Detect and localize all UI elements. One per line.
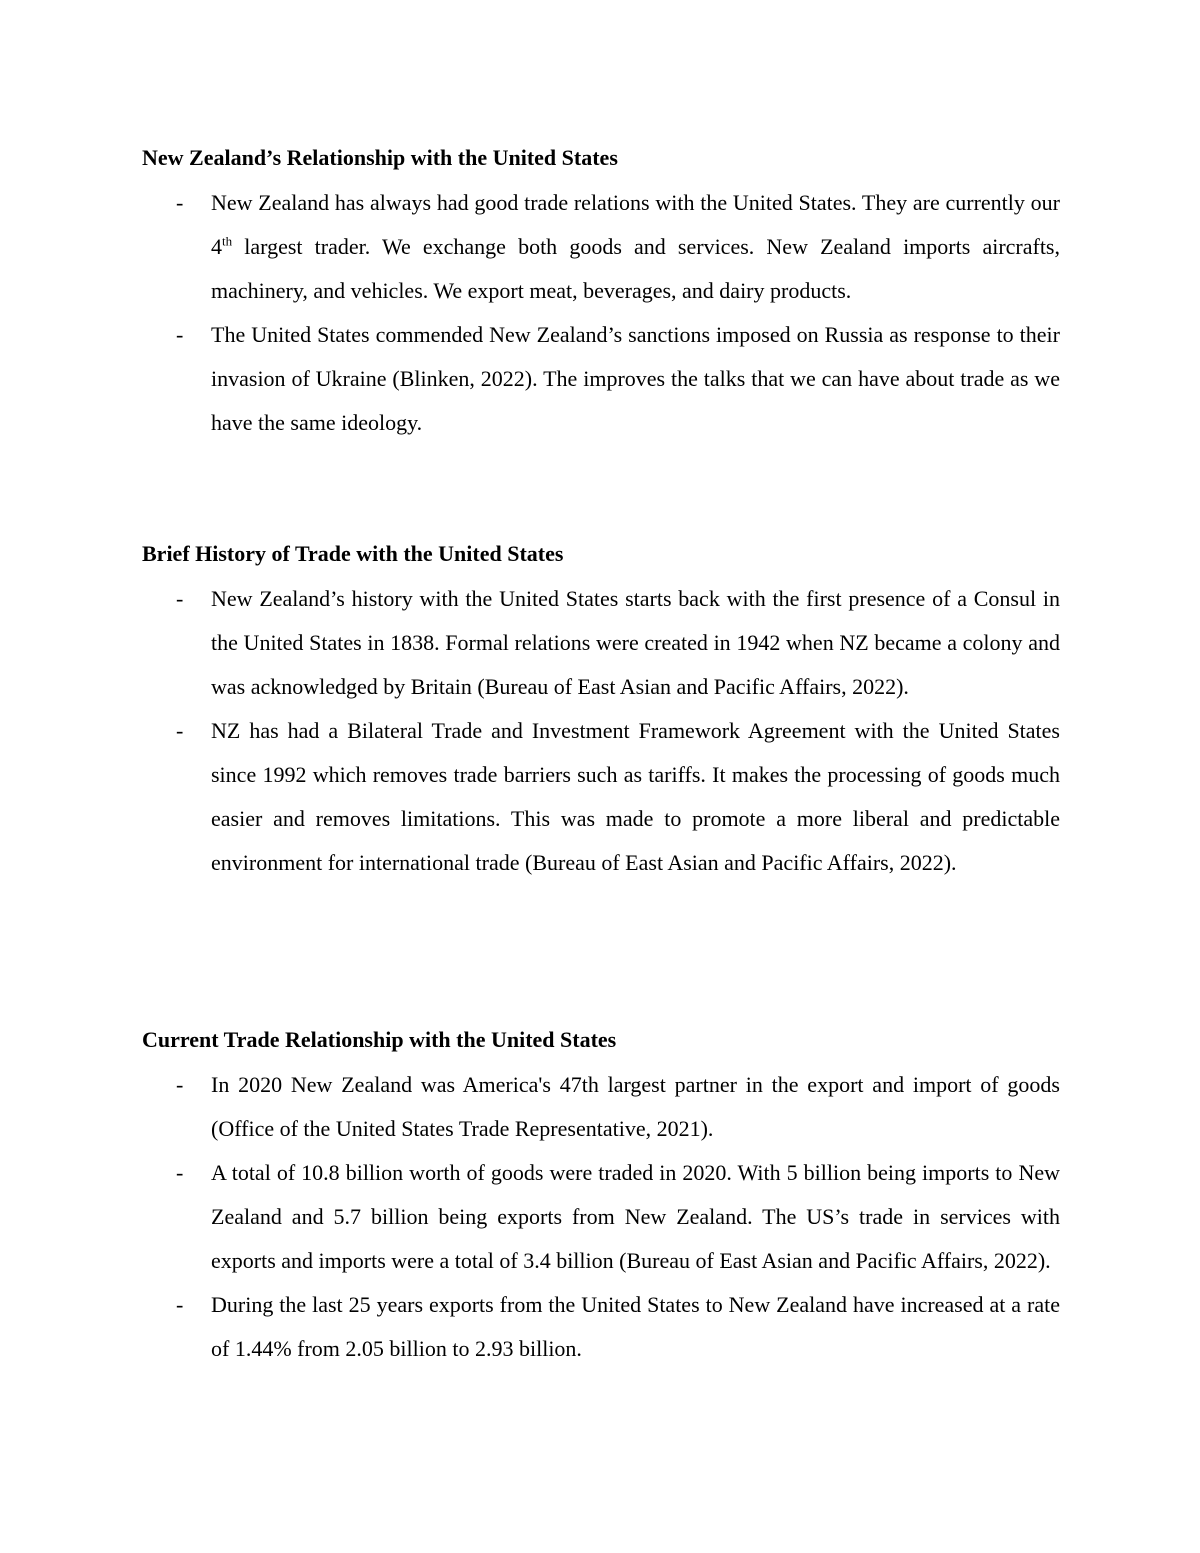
bullet-item <box>142 1063 1060 1151</box>
bullet-text-part: largest trader. We exchange both goods and services. New Zealand imports aircrafts, machinery, and vehicles. We export meat, beverages, and dairy products. <box>211 234 1060 303</box>
bullet-text <box>211 190 1060 303</box>
bullet-text: NZ has had a Bilateral Trade and Investment Framework Agreement with the United States since 1992 which removes trade barriers such as tariffs. It makes the processing of goods much easier and removes limitations. This was made to promote a more liberal and predictable environment for international trade (Bureau of East Asian and Pacific Affairs, 2022). <box>211 718 1060 875</box>
bullet-text: New Zealand’s history with the United States starts back with the first presence of a Consul in the United States in 1838. Formal relations were created in 1942 when NZ became a colony and was acknowledged by Britain (Bureau of East Asian and Pacific Affairs, 2022). <box>211 586 1060 699</box>
bullet-list <box>142 577 1060 885</box>
bullet-dash: - <box>176 1072 184 1097</box>
bullet-text: The United States commended New Zealand’s sanctions imposed on Russia as response to their invasion of Ukraine (Blinken, 2022). The improves the talks that we can have about trade as we have the same ideology. <box>211 322 1060 435</box>
bullet-dash: - <box>176 322 184 347</box>
bullet-item <box>142 181 1060 313</box>
section-heading: Current Trade Relationship with the United States <box>142 1027 617 1052</box>
bullet-text: A total of 10.8 billion worth of goods were traded in 2020. With 5 billion being imports to New Zealand and 5.7 billion being exports from New Zealand. The US’s trade in services with exports and imports were a total of 3.4 billion (Bureau of East Asian and Pacific Affairs, 2022). <box>211 1160 1060 1273</box>
bullet-item <box>142 709 1060 885</box>
bullet-item <box>142 577 1060 709</box>
section-relationship <box>142 143 1060 445</box>
bullet-item <box>142 1283 1060 1371</box>
bullet-dash: - <box>176 1160 184 1185</box>
bullet-list <box>142 1063 1060 1371</box>
bullet-dash: - <box>176 190 184 215</box>
section-history <box>142 539 1060 885</box>
bullet-item <box>142 313 1060 445</box>
section-current-trade <box>142 1025 1060 1371</box>
bullet-dash: - <box>176 718 184 743</box>
bullet-list <box>142 181 1060 445</box>
bullet-dash: - <box>176 1292 184 1317</box>
section-heading: New Zealand’s Relationship with the United States <box>142 145 618 170</box>
bullet-text-part: New Zealand has always had good trade relations with the United States. They are currently our 4 <box>211 190 1060 259</box>
ordinal-superscript: th <box>222 233 233 249</box>
bullet-text: During the last 25 years exports from the United States to New Zealand have increased at a rate of 1.44% from 2.05 billion to 2.93 billion. <box>211 1292 1060 1361</box>
section-heading: Brief History of Trade with the United States <box>142 541 564 566</box>
bullet-item <box>142 1151 1060 1283</box>
bullet-dash: - <box>176 586 184 611</box>
bullet-text: In 2020 New Zealand was America's 47th largest partner in the export and import of goods (Office of the United States Trade Representative, 2021). <box>211 1072 1060 1141</box>
